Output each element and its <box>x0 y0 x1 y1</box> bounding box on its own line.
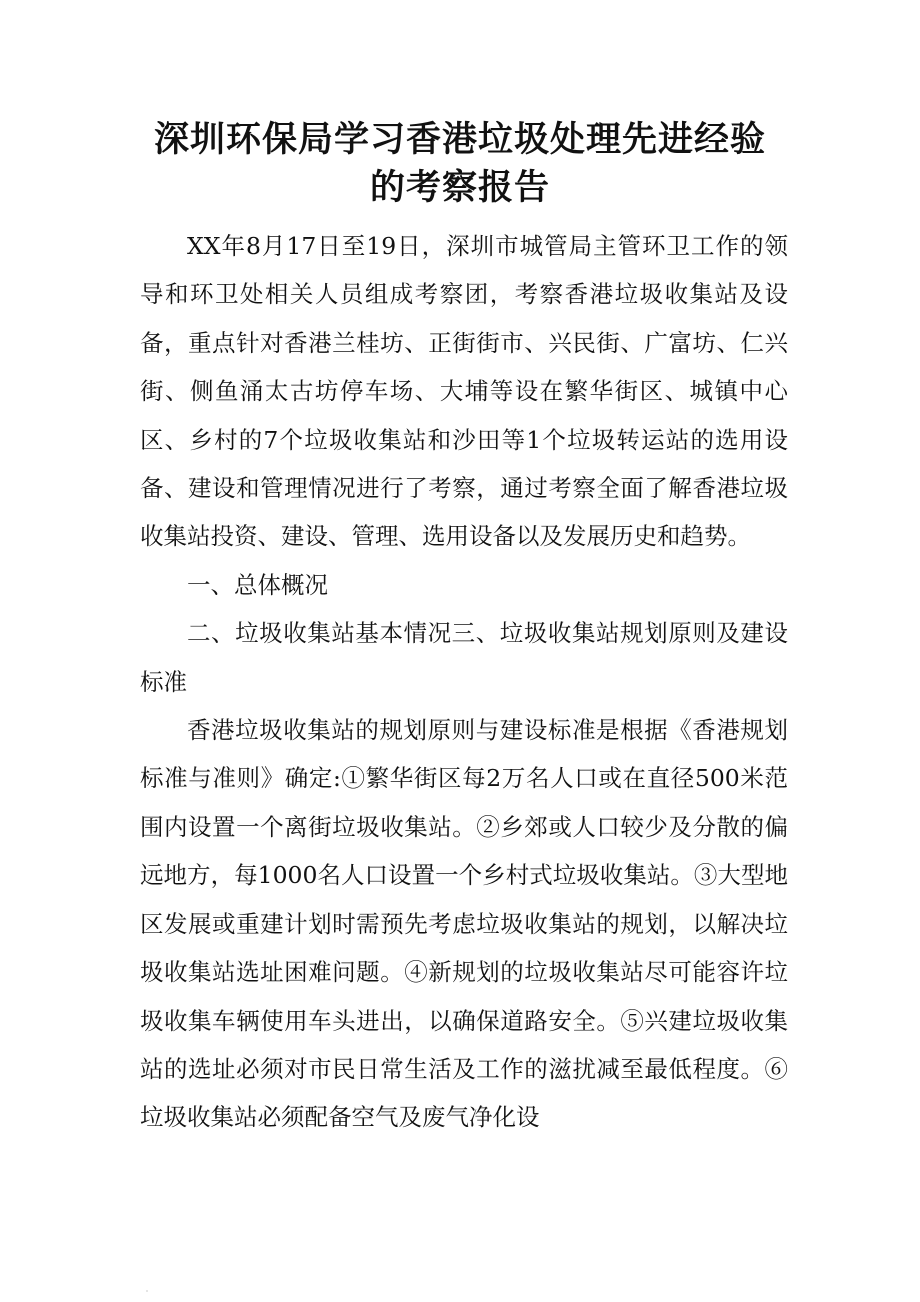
paragraph-planning-standards: 香港垃圾收集站的规划原则与建设标准是根据《香港规划标准与准则》确定:①繁华街区每2万名人口或在直径500米范围内设置一个离街垃圾收集站。②乡郊或人口较少及分散的偏远地方，每1000名人口设置一个乡村式垃圾收集站。③大型地区发展或重建计划时需预先考虑垃圾收集站的规划，以解决垃圾收集站选址困难问题。④新规划的垃圾收集站尽可能容许垃圾收集车辆使用车头进出，以确保道路安全。⑤兴建垃圾收集站的选址必须对市民日常生活及工作的滋扰减至最低程度。⑥垃圾收集站必须配备空气及废气净化设 <box>140 716 788 1132</box>
paragraph-intro: XX年8月17日至19日，深圳市城管局主管环卫工作的领导和环卫处相关人员组成考察团，考察香港垃圾收集站及设备，重点针对香港兰桂坊、正街街市、兴民街、广富坊、仁兴街、侧鱼涌太古坊停车场、大埔等设在繁华街区、城镇中心区、乡村的7个垃圾收集站和沙田等1个垃圾转运站的选用设备、建设和管理情况进行了考察，通过考察全面了解香港垃圾收集站投资、建设、管理、选用设备以及发展历史和趋势。 <box>140 232 788 551</box>
paragraph-section-2-3-heading: 二、垃圾收集站基本情况三、垃圾收集站规划原则及建设标准 <box>140 619 788 696</box>
document-title-line-1: 深圳环保局学习香港垃圾处理先进经验 <box>153 119 766 160</box>
document-body <box>140 222 788 1142</box>
document-title-line-2: 的考察报告 <box>369 167 550 208</box>
scan-speck <box>146 1290 148 1292</box>
paragraph-section-1-heading: 一、总体概况 <box>187 570 328 599</box>
